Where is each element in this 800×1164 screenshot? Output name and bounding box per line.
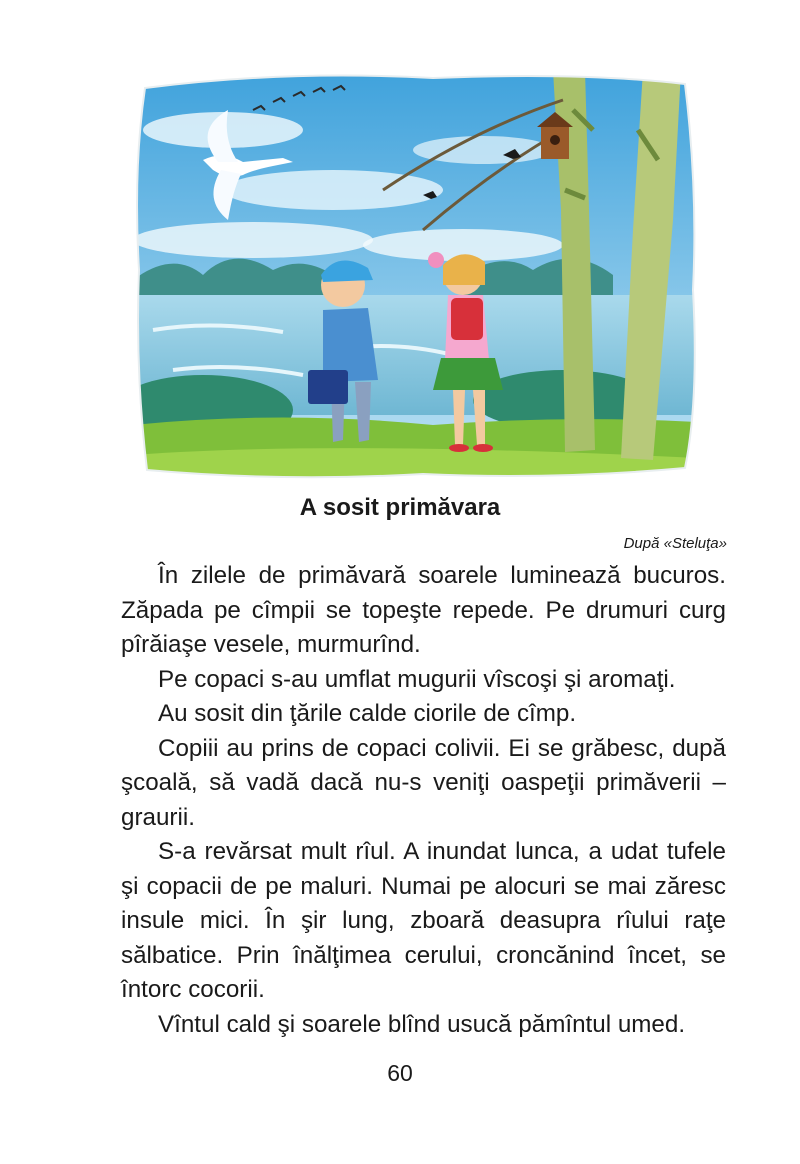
spring-river-illustration: [133, 70, 698, 480]
page-number: 60: [387, 1060, 413, 1086]
paragraph: Copiii au prins de copaci colivii. Ei se grăbesc, după şcoală, să vadă dacă nu-s veniţi oaspeţii primăverii – graurii.: [121, 734, 726, 831]
spring-river-scene-image: [133, 70, 698, 480]
paragraph: În zilele de primăvară soarele luminează bucuros. Zăpada pe cîmpii se topeşte repede. Pe drumuri curg pîrăiaşe vesele, murmurînd.: [121, 562, 726, 658]
story-title: A sosit primăvara: [299, 494, 501, 521]
paragraph: S-a revărsat mult rîul. A inundat lunca, a udat tufele şi copacii de pe maluri. Numai pe alocuri se mai zăresc insule mici. În şir lung, zboară deasupra rîului raţe sălbatice. Prin înălţimea cerului, croncănind încet, se întorc cocorii.: [121, 838, 726, 1003]
story-text: [121, 559, 726, 1042]
paragraph: Vîntul cald şi soarele blînd usucă pămîntul umed.: [158, 1010, 686, 1038]
paragraph: Au sosit din ţările calde ciorile de cîmp.: [158, 700, 577, 727]
paragraph: Pe copaci s-au umflat mugurii vîscoşi şi aromaţi.: [158, 665, 676, 693]
story-source: După «Steluţa»: [623, 535, 727, 552]
